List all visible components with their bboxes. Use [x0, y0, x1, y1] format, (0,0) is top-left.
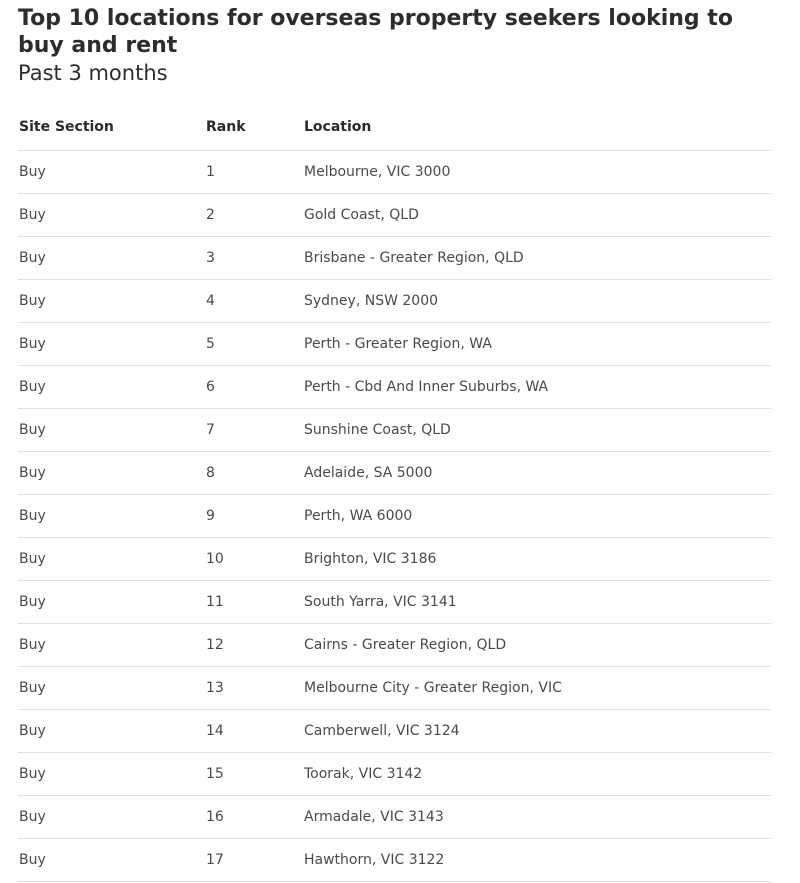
- cell-site-section: Buy: [18, 495, 205, 538]
- cell-rank: 1: [205, 151, 303, 194]
- table-header: [18, 108, 771, 151]
- cell-location: Armadale, VIC 3143: [303, 796, 771, 839]
- cell-location: Hawthorn, VIC 3122: [303, 839, 771, 882]
- table-row: [18, 796, 771, 839]
- cell-rank: 16: [205, 796, 303, 839]
- cell-location: Melbourne City - Greater Region, VIC: [303, 667, 771, 710]
- cell-site-section: Buy: [18, 280, 205, 323]
- cell-site-section: Buy: [18, 237, 205, 280]
- cell-location: Brighton, VIC 3186: [303, 538, 771, 581]
- cell-site-section: Buy: [18, 710, 205, 753]
- cell-rank: 4: [205, 280, 303, 323]
- cell-site-section: Buy: [18, 452, 205, 495]
- page-title: Top 10 locations for overseas property seekers looking to buy and rent: [18, 6, 733, 58]
- cell-location: Cairns - Greater Region, QLD: [303, 624, 771, 667]
- cell-rank: 2: [205, 194, 303, 237]
- cell-location: Sunshine Coast, QLD: [303, 409, 771, 452]
- cell-rank: 3: [205, 237, 303, 280]
- cell-site-section: Buy: [18, 409, 205, 452]
- cell-location: Toorak, VIC 3142: [303, 753, 771, 796]
- cell-location: Melbourne, VIC 3000: [303, 151, 771, 194]
- cell-location: Camberwell, VIC 3124: [303, 710, 771, 753]
- table-row: [18, 495, 771, 538]
- cell-site-section: Buy: [18, 839, 205, 882]
- cell-rank: 17: [205, 839, 303, 882]
- table-row: [18, 409, 771, 452]
- table-row: [18, 237, 771, 280]
- cell-site-section: Buy: [18, 624, 205, 667]
- table-row: [18, 280, 771, 323]
- locations-table: [18, 108, 771, 882]
- cell-site-section: Buy: [18, 194, 205, 237]
- table-row: [18, 366, 771, 409]
- cell-location: Perth - Cbd And Inner Suburbs, WA: [303, 366, 771, 409]
- cell-rank: 9: [205, 495, 303, 538]
- table-row: [18, 194, 771, 237]
- cell-rank: 7: [205, 409, 303, 452]
- cell-location: Sydney, NSW 2000: [303, 280, 771, 323]
- cell-location: South Yarra, VIC 3141: [303, 581, 771, 624]
- cell-location: Gold Coast, QLD: [303, 194, 771, 237]
- cell-site-section: Buy: [18, 151, 205, 194]
- cell-site-section: Buy: [18, 538, 205, 581]
- table-row: [18, 151, 771, 194]
- cell-rank: 8: [205, 452, 303, 495]
- cell-site-section: Buy: [18, 667, 205, 710]
- cell-site-section: Buy: [18, 366, 205, 409]
- cell-rank: 6: [205, 366, 303, 409]
- cell-rank: 14: [205, 710, 303, 753]
- table-row: [18, 624, 771, 667]
- table-row: [18, 323, 771, 366]
- page-subtitle: Past 3 months: [18, 61, 168, 85]
- cell-site-section: Buy: [18, 323, 205, 366]
- cell-rank: 11: [205, 581, 303, 624]
- cell-location: Perth - Greater Region, WA: [303, 323, 771, 366]
- cell-rank: 15: [205, 753, 303, 796]
- column-header-site-section: Site Section: [18, 108, 205, 151]
- column-header-location: Location: [303, 108, 771, 151]
- table-row: [18, 710, 771, 753]
- table-header-row: [18, 108, 771, 151]
- table-row: [18, 839, 771, 882]
- cell-rank: 12: [205, 624, 303, 667]
- cell-location: Adelaide, SA 5000: [303, 452, 771, 495]
- cell-site-section: Buy: [18, 753, 205, 796]
- cell-site-section: Buy: [18, 796, 205, 839]
- table-body: [18, 151, 771, 882]
- table-row: [18, 538, 771, 581]
- cell-rank: 5: [205, 323, 303, 366]
- table-row: [18, 667, 771, 710]
- cell-location: Perth, WA 6000: [303, 495, 771, 538]
- cell-site-section: Buy: [18, 581, 205, 624]
- cell-rank: 13: [205, 667, 303, 710]
- column-header-rank: Rank: [205, 108, 303, 151]
- cell-location: Brisbane - Greater Region, QLD: [303, 237, 771, 280]
- cell-rank: 10: [205, 538, 303, 581]
- table-row: [18, 581, 771, 624]
- table-row: [18, 452, 771, 495]
- table-row: [18, 753, 771, 796]
